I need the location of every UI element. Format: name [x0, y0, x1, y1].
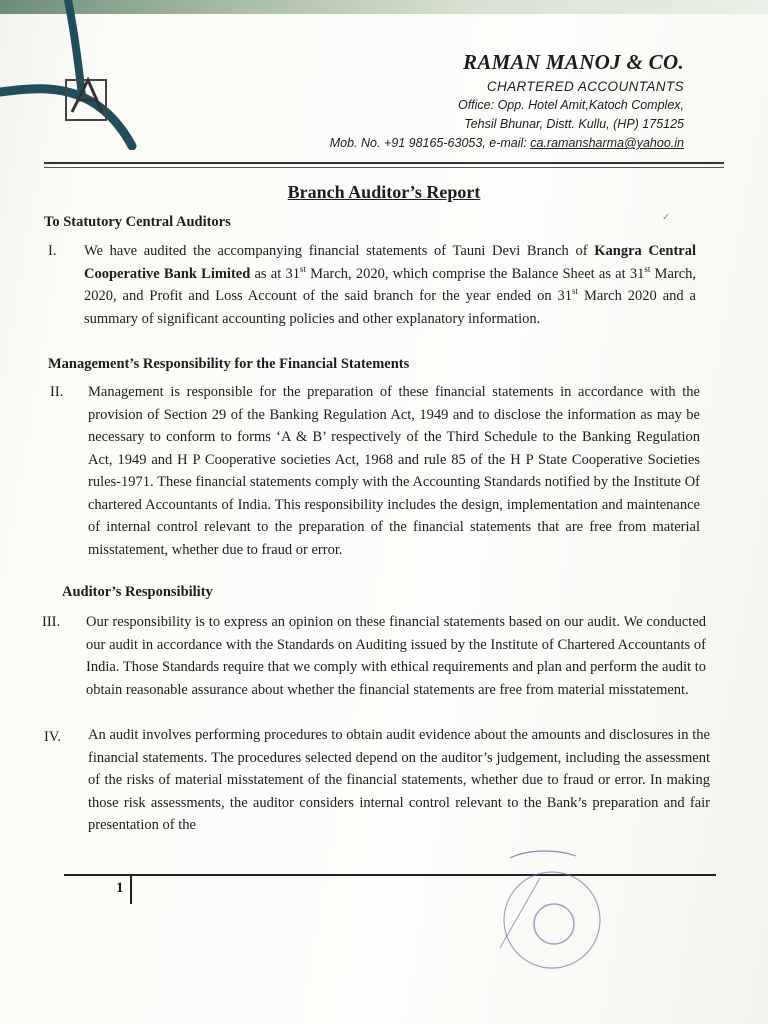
ca-logo-icon: [36, 50, 146, 140]
bank-name: Kangra Central Cooperative Bank Limited: [84, 243, 696, 282]
addressee: To Statutory Central Auditors: [44, 214, 231, 230]
mobile-number: Mob. No. +91 98165-63053, e-mail:: [329, 136, 531, 150]
page-number-bar: [130, 876, 132, 904]
para-numeral: II.: [50, 384, 64, 400]
email-link[interactable]: ca.ramansharma@yahoo.in: [530, 136, 684, 150]
header-rule: [44, 162, 724, 164]
paragraph-2: Management is responsible for the preparation of these financial statements in accordance with the provision of Section 29 of the Banking Regulation Act, 1949 and to disclose the information as may be necessary to conform to forms ‘A & B’ respectively of the Third Schedule to the Banking Regulation Act, 1949 and H P Cooperative societies Act, 1968 and rule 85 of the H P State Cooperative Societies rules-1971. These financial statements comply with the Accounting Standards notified by the Institute Of chartered Accountants of India. This responsibility includes the design, implementation and maintenance of internal control relevant to the preparation of the financial statements that are free from material misstatement, whether due to fraud or error.: [88, 384, 700, 558]
paragraph-4: An audit involves performing procedures to obtain audit evidence about the amounts and disclosures in the financial statements. The procedures selected depend on the auditor’s judgement, including the assessment of the risks of material misstatement of the financial statements, whether due to fraud or error. In making those risk assessments, the auditor considers internal control relevant to the Bank’s preparation and fair presentation of the: [88, 727, 710, 833]
report-title: Branch Auditor’s Report: [287, 182, 481, 202]
firm-name: RAMAN MANOJ & CO.: [463, 50, 684, 74]
seal-stamp-icon: [470, 838, 620, 978]
paragraph-3: Our responsibility is to express an opinion on these financial statements based on our audit. We conducted our audit in accordance with the Standards on Auditing issued by the Institute of Chartered Accountants of India. Those Standards require that we comply with ethical requirements and plan and perform the audit to obtain reasonable assurance about whether the financial statements are free from material misstatement.: [86, 614, 706, 698]
ink-mark: ✓: [662, 212, 671, 223]
contact-line: [330, 134, 684, 153]
section-heading-auditor: Auditor’s Responsibility: [62, 584, 213, 600]
section-heading-management: Management’s Responsibility for the Financial Statements: [48, 356, 410, 372]
header-rule-thin: [44, 167, 724, 168]
office-address: Office: Opp. Hotel Amit,Katoch Complex,: [457, 98, 684, 112]
paragraph-1: We have audited the accompanying financial statements of Tauni Devi Branch of Kangra Central Cooperative Bank Limited as at 31st March, 2020, which comprise the Balance Sheet as at 31st March, 2020, and Profit and Loss Account of the said branch for the year ended on 31st March 2020 and a summary of significant accounting policies and other explanatory information.: [84, 243, 697, 327]
letterhead: [330, 50, 684, 153]
para-numeral: I.: [48, 243, 57, 259]
para-numeral: IV.: [44, 729, 62, 745]
para-numeral: III.: [42, 614, 61, 630]
page-number: 1: [116, 880, 124, 896]
firm-designation: CHARTERED ACCOUNTANTS: [486, 79, 684, 94]
district-address: Tehsil Bhunar, Distt. Kullu, (HP) 175125: [464, 117, 684, 131]
